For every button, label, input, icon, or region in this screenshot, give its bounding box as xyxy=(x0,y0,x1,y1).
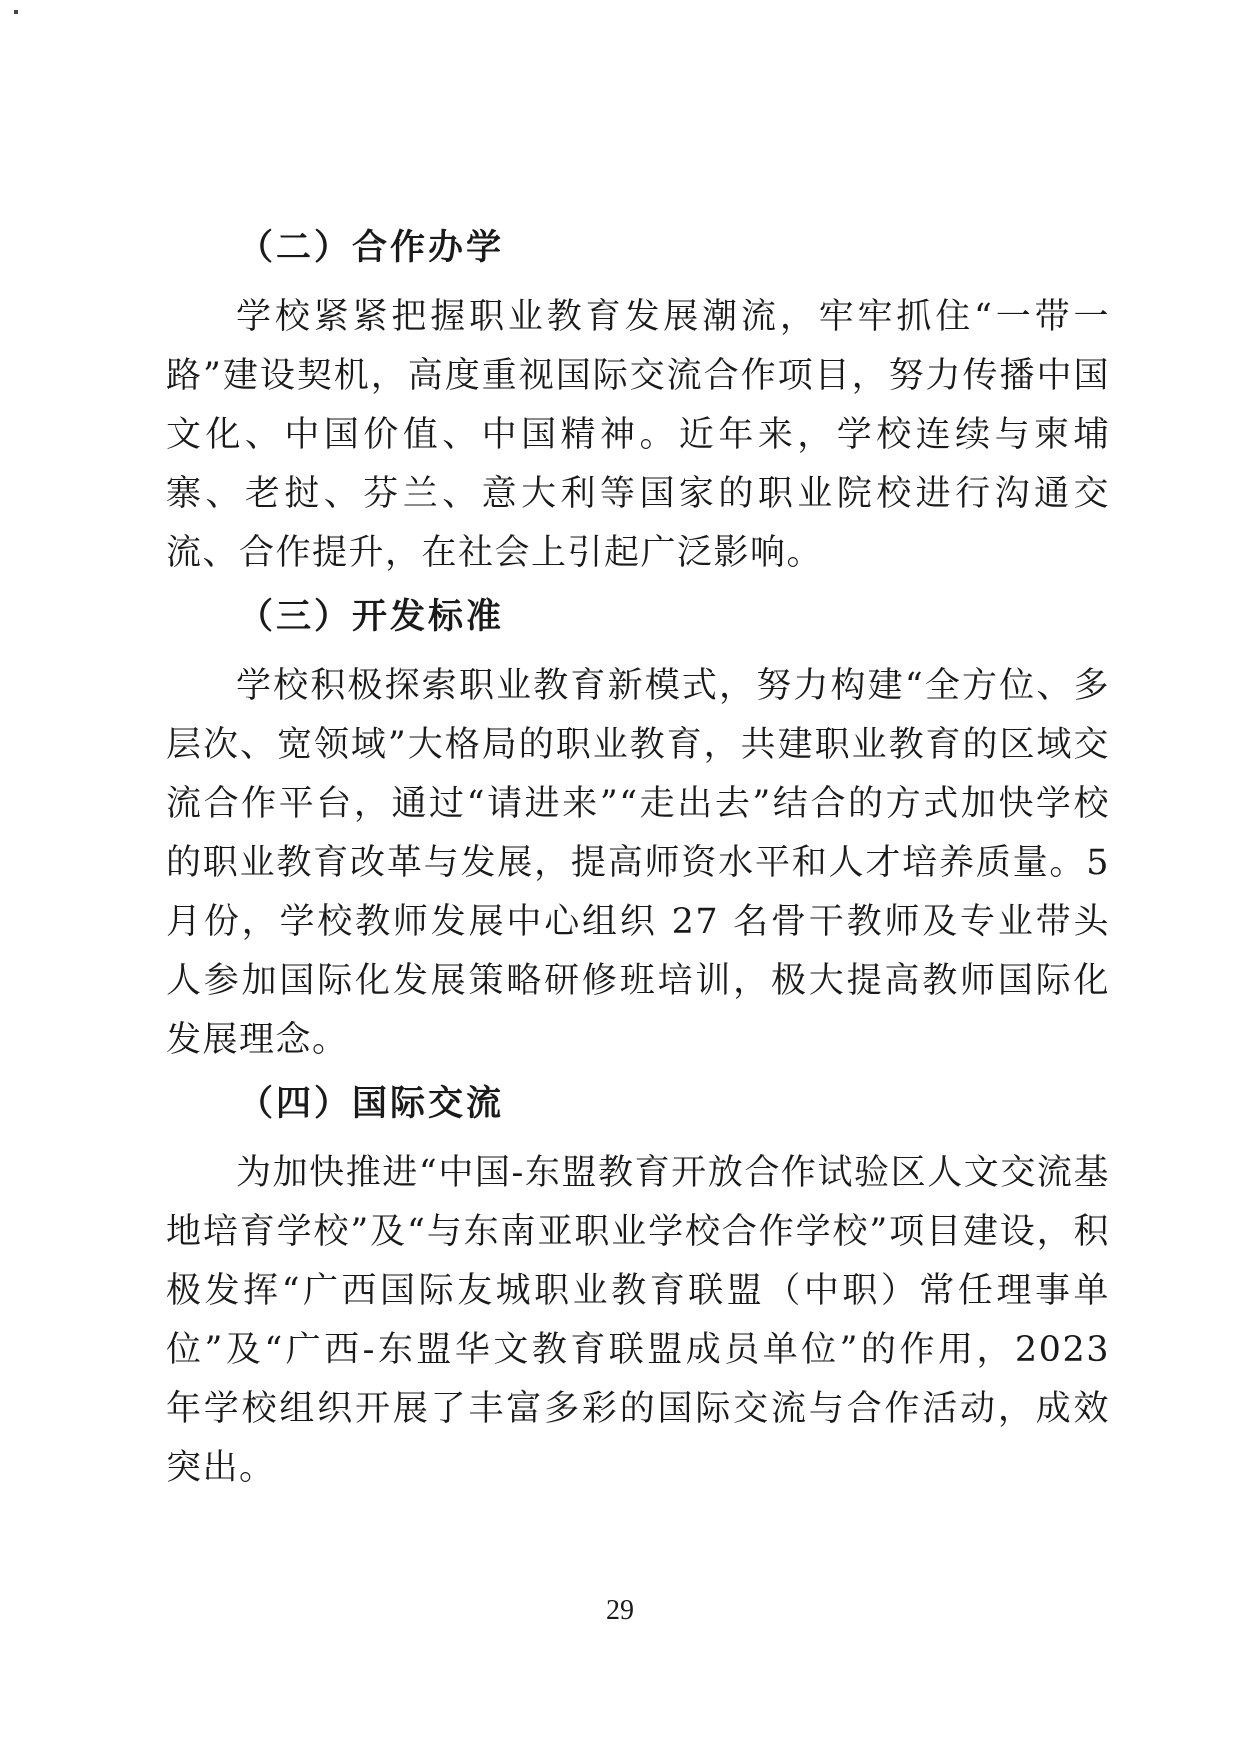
section-paragraph: 学校积极探索职业教育新模式，努力构建“全方位、多层次、宽领域”大格局的职业教育，共建职业教育的区域交流合作平台，通过“请进来”“走出去”结合的方式加快学校的职业教育改革与发展，提高师资水平和人才培养质量。5 月份，学校教师发展中心组织 27 名骨干教师及专业带头人参加国际化发展策略研修班培训，极大提高教师国际化发展理念。 xyxy=(166,666,1110,1060)
section-heading: （三）开发标准 xyxy=(238,596,505,637)
section-heading: （二）合作办学 xyxy=(238,227,505,268)
section-cooperative-education xyxy=(166,228,1110,583)
section-paragraph: 学校紧紧把握职业教育发展潮流，牢牢抓住“一带一路”建设契机，高度重视国际交流合作项目，努力传播中国文化、中国价值、中国精神。近年来，学校连续与柬埔寨、老挝、芬兰、意大利等国家的职业院校进行沟通交流、合作提升，在社会上引起广泛影响。 xyxy=(166,297,1110,573)
section-paragraph: 为加快推进“中国-东盟教育开放合作试验区人文交流基地培育学校”及“与东南亚职业学校合作学校”项目建设，积极发挥“广西国际友城职业教育联盟（中职）常任理事单位”及“广西-东盟华文教育联盟成员单位”的作用，2023 年学校组织开展了丰富多彩的国际交流与合作活动，成效突出。 xyxy=(166,1153,1110,1488)
body-content xyxy=(166,228,1110,1512)
section-international-exchange xyxy=(166,1084,1110,1498)
scan-mark xyxy=(14,10,18,14)
page-number: 29 xyxy=(606,1595,634,1626)
section-heading: （四）国际交流 xyxy=(238,1083,505,1124)
section-standards-development xyxy=(166,597,1110,1070)
